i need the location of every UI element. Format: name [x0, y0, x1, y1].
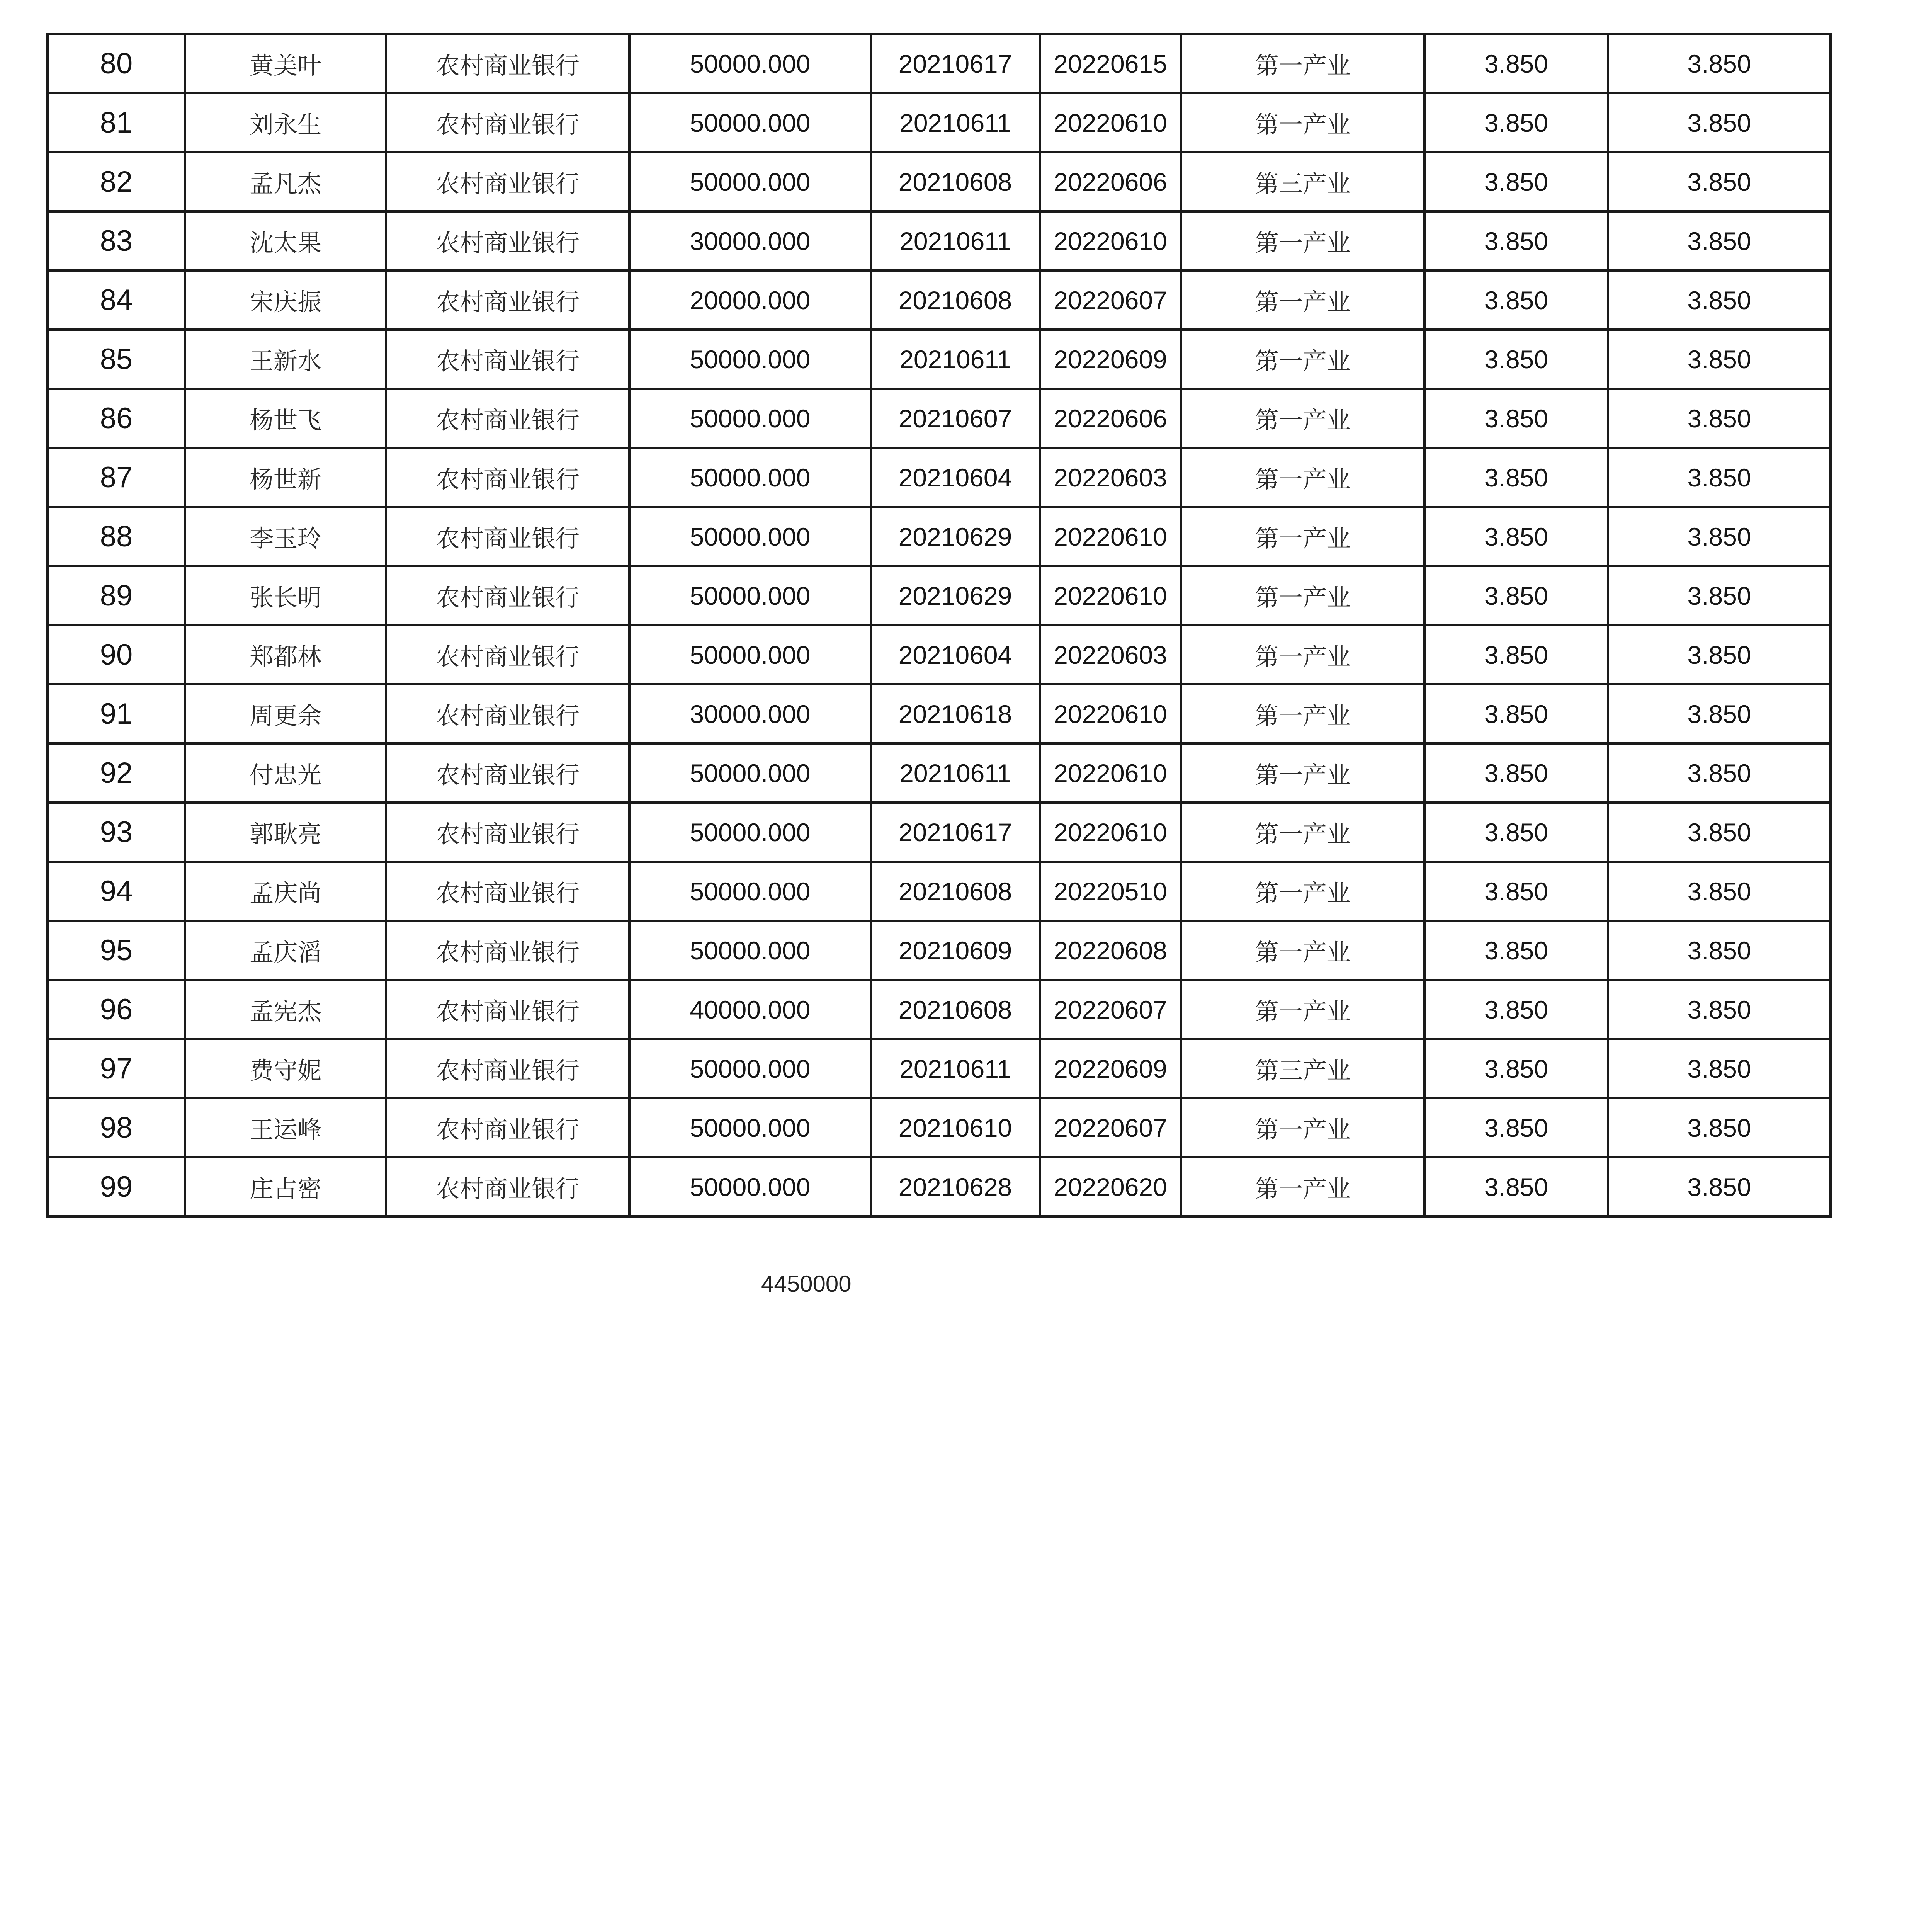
end-date-cell: 20220610: [1040, 211, 1181, 270]
loan-amount-cell: 50000.000: [629, 921, 871, 980]
table-row: [48, 330, 1831, 389]
bank-name-cell: 农村商业银行: [386, 743, 629, 803]
row-number-cell: 88: [48, 507, 185, 566]
end-date-cell: 20220510: [1040, 862, 1181, 921]
end-date-cell: 20220610: [1040, 684, 1181, 743]
subsidy-rate-cell: 3.850: [1608, 1157, 1831, 1216]
table-row: [48, 921, 1831, 980]
table-row: [48, 1098, 1831, 1157]
subsidy-rate-cell: 3.850: [1608, 566, 1831, 625]
borrower-name-cell: 郭耿亮: [185, 803, 386, 862]
bank-name-cell: 农村商业银行: [386, 270, 629, 330]
table-row: [48, 448, 1831, 507]
borrower-name-cell: 张长明: [185, 566, 386, 625]
borrower-name-cell: 周更余: [185, 684, 386, 743]
end-date-cell: 20220607: [1040, 1098, 1181, 1157]
interest-rate-cell: 3.850: [1424, 980, 1608, 1039]
industry-cell: 第一产业: [1181, 862, 1424, 921]
table-row: [48, 507, 1831, 566]
start-date-cell: 20210608: [871, 862, 1040, 921]
subsidy-rate-cell: 3.850: [1608, 211, 1831, 270]
subsidy-rate-cell: 3.850: [1608, 921, 1831, 980]
subsidy-rate-cell: 3.850: [1608, 625, 1831, 684]
table-row: [48, 34, 1831, 93]
subsidy-rate-cell: 3.850: [1608, 93, 1831, 152]
loan-amount-cell: 50000.000: [629, 803, 871, 862]
row-number-cell: 80: [48, 34, 185, 93]
table-row: [48, 152, 1831, 211]
interest-rate-cell: 3.850: [1424, 389, 1608, 448]
row-number-cell: 91: [48, 684, 185, 743]
bank-name-cell: 农村商业银行: [386, 1039, 629, 1098]
borrower-name-cell: 付忠光: [185, 743, 386, 803]
row-number-cell: 94: [48, 862, 185, 921]
industry-cell: 第一产业: [1181, 625, 1424, 684]
bank-name-cell: 农村商业银行: [386, 803, 629, 862]
borrower-name-cell: 王运峰: [185, 1098, 386, 1157]
bank-name-cell: 农村商业银行: [386, 1098, 629, 1157]
industry-cell: 第一产业: [1181, 34, 1424, 93]
end-date-cell: 20220610: [1040, 743, 1181, 803]
loan-amount-cell: 50000.000: [629, 93, 871, 152]
subsidy-rate-cell: 3.850: [1608, 448, 1831, 507]
row-number-cell: 95: [48, 921, 185, 980]
industry-cell: 第一产业: [1181, 507, 1424, 566]
bank-name-cell: 农村商业银行: [386, 862, 629, 921]
row-number-cell: 99: [48, 1157, 185, 1216]
industry-cell: 第一产业: [1181, 921, 1424, 980]
interest-rate-cell: 3.850: [1424, 507, 1608, 566]
borrower-name-cell: 孟庆尚: [185, 862, 386, 921]
end-date-cell: 20220607: [1040, 980, 1181, 1039]
interest-rate-cell: 3.850: [1424, 862, 1608, 921]
subsidy-rate-cell: 3.850: [1608, 152, 1831, 211]
subsidy-rate-cell: 3.850: [1608, 389, 1831, 448]
interest-rate-cell: 3.850: [1424, 684, 1608, 743]
subsidy-rate-cell: 3.850: [1608, 34, 1831, 93]
subsidy-rate-cell: 3.850: [1608, 684, 1831, 743]
end-date-cell: 20220620: [1040, 1157, 1181, 1216]
industry-cell: 第一产业: [1181, 684, 1424, 743]
borrower-name-cell: 孟宪杰: [185, 980, 386, 1039]
table-row: [48, 1157, 1831, 1216]
loan-amount-cell: 50000.000: [629, 1157, 871, 1216]
table-row: [48, 93, 1831, 152]
loan-amount-cell: 50000.000: [629, 862, 871, 921]
end-date-cell: 20220609: [1040, 1039, 1181, 1098]
table-row: [48, 862, 1831, 921]
end-date-cell: 20220610: [1040, 507, 1181, 566]
borrower-name-cell: 李玉玲: [185, 507, 386, 566]
borrower-name-cell: 黄美叶: [185, 34, 386, 93]
start-date-cell: 20210617: [871, 803, 1040, 862]
loan-amount-cell: 30000.000: [629, 684, 871, 743]
industry-cell: 第一产业: [1181, 743, 1424, 803]
row-number-cell: 96: [48, 980, 185, 1039]
end-date-cell: 20220608: [1040, 921, 1181, 980]
interest-rate-cell: 3.850: [1424, 152, 1608, 211]
end-date-cell: 20220610: [1040, 93, 1181, 152]
interest-rate-cell: 3.850: [1424, 1157, 1608, 1216]
loan-amount-cell: 50000.000: [629, 743, 871, 803]
interest-rate-cell: 3.850: [1424, 803, 1608, 862]
start-date-cell: 20210629: [871, 507, 1040, 566]
interest-rate-cell: 3.850: [1424, 625, 1608, 684]
start-date-cell: 20210611: [871, 330, 1040, 389]
interest-rate-cell: 3.850: [1424, 330, 1608, 389]
start-date-cell: 20210628: [871, 1157, 1040, 1216]
subsidy-rate-cell: 3.850: [1608, 1039, 1831, 1098]
row-number-cell: 83: [48, 211, 185, 270]
start-date-cell: 20210629: [871, 566, 1040, 625]
start-date-cell: 20210609: [871, 921, 1040, 980]
table-row: [48, 980, 1831, 1039]
table-row: [48, 803, 1831, 862]
subsidy-rate-cell: 3.850: [1608, 330, 1831, 389]
interest-rate-cell: 3.850: [1424, 921, 1608, 980]
start-date-cell: 20210607: [871, 389, 1040, 448]
industry-cell: 第一产业: [1181, 448, 1424, 507]
row-number-cell: 93: [48, 803, 185, 862]
borrower-name-cell: 杨世新: [185, 448, 386, 507]
interest-rate-cell: 3.850: [1424, 566, 1608, 625]
loan-amount-cell: 30000.000: [629, 211, 871, 270]
interest-rate-cell: 3.850: [1424, 93, 1608, 152]
end-date-cell: 20220609: [1040, 330, 1181, 389]
bank-name-cell: 农村商业银行: [386, 625, 629, 684]
interest-rate-cell: 3.850: [1424, 270, 1608, 330]
industry-cell: 第一产业: [1181, 1098, 1424, 1157]
end-date-cell: 20220610: [1040, 803, 1181, 862]
end-date-cell: 20220606: [1040, 389, 1181, 448]
interest-rate-cell: 3.850: [1424, 743, 1608, 803]
end-date-cell: 20220606: [1040, 152, 1181, 211]
borrower-name-cell: 刘永生: [185, 93, 386, 152]
borrower-name-cell: 郑都林: [185, 625, 386, 684]
row-number-cell: 98: [48, 1098, 185, 1157]
start-date-cell: 20210611: [871, 211, 1040, 270]
loan-amount-cell: 40000.000: [629, 980, 871, 1039]
total-amount: 4450000: [761, 1271, 852, 1297]
subsidy-rate-cell: 3.850: [1608, 862, 1831, 921]
loan-amount-cell: 50000.000: [629, 152, 871, 211]
start-date-cell: 20210604: [871, 625, 1040, 684]
start-date-cell: 20210610: [871, 1098, 1040, 1157]
interest-rate-cell: 3.850: [1424, 1098, 1608, 1157]
interest-rate-cell: 3.850: [1424, 448, 1608, 507]
table-row: [48, 389, 1831, 448]
end-date-cell: 20220603: [1040, 448, 1181, 507]
start-date-cell: 20210611: [871, 743, 1040, 803]
interest-rate-cell: 3.850: [1424, 211, 1608, 270]
industry-cell: 第一产业: [1181, 980, 1424, 1039]
start-date-cell: 20210608: [871, 152, 1040, 211]
borrower-name-cell: 费守妮: [185, 1039, 386, 1098]
start-date-cell: 20210608: [871, 980, 1040, 1039]
industry-cell: 第一产业: [1181, 93, 1424, 152]
row-number-cell: 85: [48, 330, 185, 389]
table-row: [48, 684, 1831, 743]
loan-table: [46, 33, 1832, 1218]
subsidy-rate-cell: 3.850: [1608, 507, 1831, 566]
loan-amount-cell: 20000.000: [629, 270, 871, 330]
row-number-cell: 97: [48, 1039, 185, 1098]
industry-cell: 第一产业: [1181, 1157, 1424, 1216]
row-number-cell: 87: [48, 448, 185, 507]
subsidy-rate-cell: 3.850: [1608, 270, 1831, 330]
bank-name-cell: 农村商业银行: [386, 34, 629, 93]
bank-name-cell: 农村商业银行: [386, 1157, 629, 1216]
loan-amount-cell: 50000.000: [629, 1039, 871, 1098]
row-number-cell: 89: [48, 566, 185, 625]
industry-cell: 第三产业: [1181, 1039, 1424, 1098]
table-row: [48, 211, 1831, 270]
table-row: [48, 1039, 1831, 1098]
table-row: [48, 270, 1831, 330]
bank-name-cell: 农村商业银行: [386, 93, 629, 152]
bank-name-cell: 农村商业银行: [386, 389, 629, 448]
bank-name-cell: 农村商业银行: [386, 211, 629, 270]
borrower-name-cell: 宋庆振: [185, 270, 386, 330]
bank-name-cell: 农村商业银行: [386, 684, 629, 743]
loan-amount-cell: 50000.000: [629, 566, 871, 625]
borrower-name-cell: 王新水: [185, 330, 386, 389]
bank-name-cell: 农村商业银行: [386, 330, 629, 389]
borrower-name-cell: 孟庆滔: [185, 921, 386, 980]
subsidy-rate-cell: 3.850: [1608, 980, 1831, 1039]
row-number-cell: 90: [48, 625, 185, 684]
industry-cell: 第一产业: [1181, 566, 1424, 625]
start-date-cell: 20210604: [871, 448, 1040, 507]
subsidy-rate-cell: 3.850: [1608, 803, 1831, 862]
start-date-cell: 20210611: [871, 1039, 1040, 1098]
loan-table-body: [48, 34, 1831, 1216]
borrower-name-cell: 孟凡杰: [185, 152, 386, 211]
loan-amount-cell: 50000.000: [629, 1098, 871, 1157]
interest-rate-cell: 3.850: [1424, 1039, 1608, 1098]
bank-name-cell: 农村商业银行: [386, 566, 629, 625]
loan-amount-cell: 50000.000: [629, 330, 871, 389]
table-row: [48, 566, 1831, 625]
start-date-cell: 20210617: [871, 34, 1040, 93]
row-number-cell: 86: [48, 389, 185, 448]
row-number-cell: 92: [48, 743, 185, 803]
loan-amount-cell: 50000.000: [629, 389, 871, 448]
end-date-cell: 20220610: [1040, 566, 1181, 625]
industry-cell: 第一产业: [1181, 389, 1424, 448]
loan-amount-cell: 50000.000: [629, 34, 871, 93]
bank-name-cell: 农村商业银行: [386, 507, 629, 566]
industry-cell: 第一产业: [1181, 211, 1424, 270]
table-row: [48, 743, 1831, 803]
start-date-cell: 20210608: [871, 270, 1040, 330]
borrower-name-cell: 庄占密: [185, 1157, 386, 1216]
borrower-name-cell: 杨世飞: [185, 389, 386, 448]
start-date-cell: 20210611: [871, 93, 1040, 152]
bank-name-cell: 农村商业银行: [386, 448, 629, 507]
loan-table-container: [46, 33, 1829, 1218]
end-date-cell: 20220607: [1040, 270, 1181, 330]
industry-cell: 第一产业: [1181, 330, 1424, 389]
loan-amount-cell: 50000.000: [629, 507, 871, 566]
subsidy-rate-cell: 3.850: [1608, 743, 1831, 803]
loan-amount-cell: 50000.000: [629, 448, 871, 507]
interest-rate-cell: 3.850: [1424, 34, 1608, 93]
end-date-cell: 20220615: [1040, 34, 1181, 93]
industry-cell: 第一产业: [1181, 270, 1424, 330]
row-number-cell: 81: [48, 93, 185, 152]
bank-name-cell: 农村商业银行: [386, 152, 629, 211]
bank-name-cell: 农村商业银行: [386, 980, 629, 1039]
row-number-cell: 82: [48, 152, 185, 211]
industry-cell: 第一产业: [1181, 803, 1424, 862]
row-number-cell: 84: [48, 270, 185, 330]
subsidy-rate-cell: 3.850: [1608, 1098, 1831, 1157]
loan-amount-cell: 50000.000: [629, 625, 871, 684]
table-row: [48, 625, 1831, 684]
bank-name-cell: 农村商业银行: [386, 921, 629, 980]
end-date-cell: 20220603: [1040, 625, 1181, 684]
borrower-name-cell: 沈太果: [185, 211, 386, 270]
industry-cell: 第三产业: [1181, 152, 1424, 211]
start-date-cell: 20210618: [871, 684, 1040, 743]
